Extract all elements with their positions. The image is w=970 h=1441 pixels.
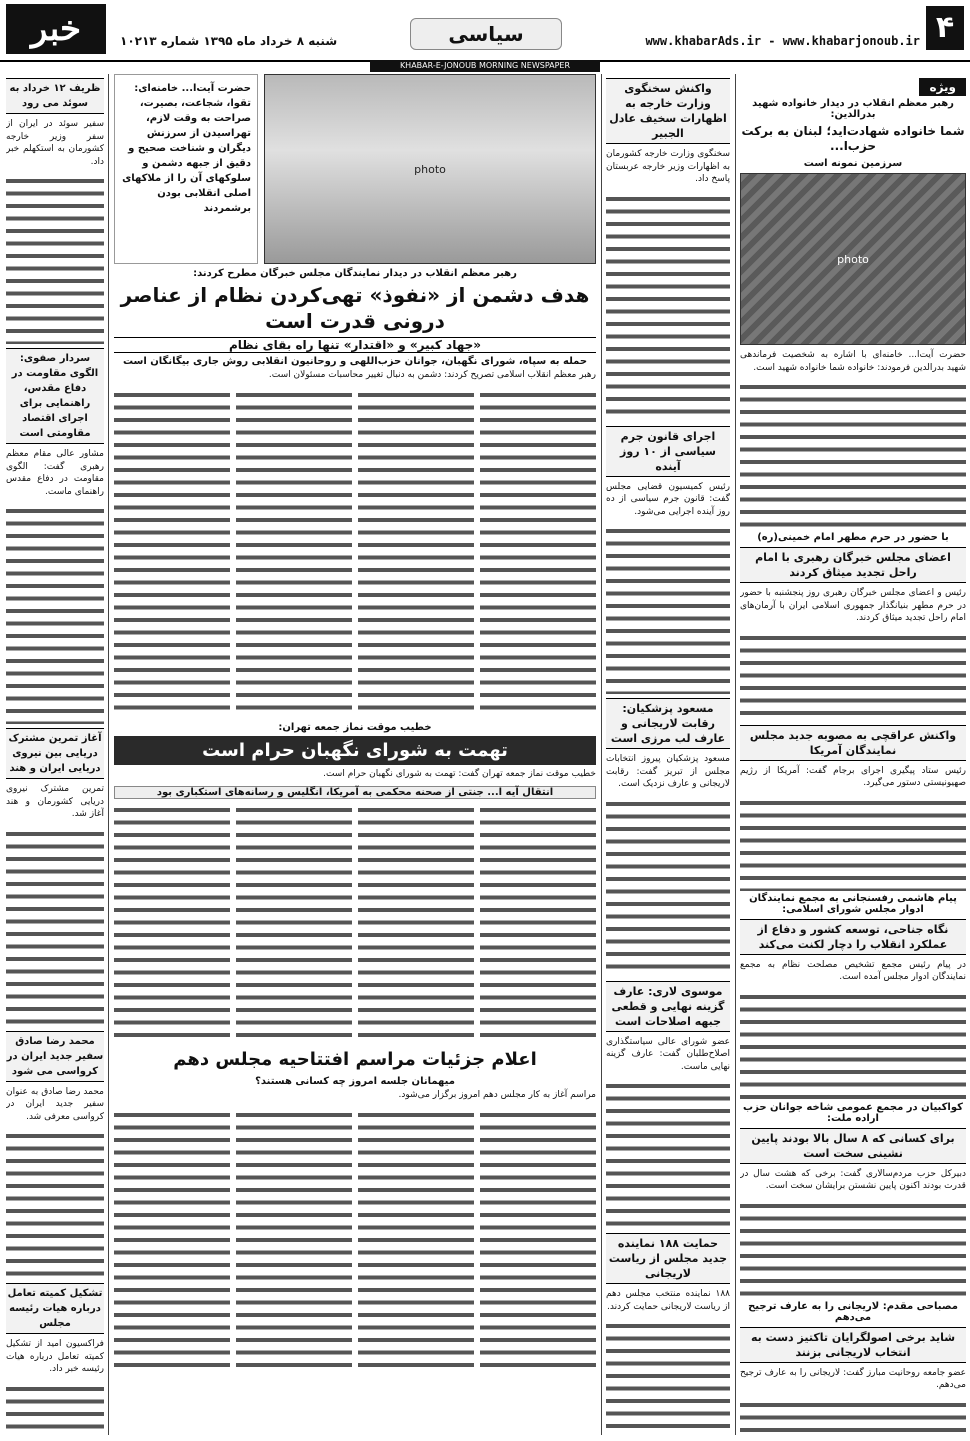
article-body: محمد رضا صادق به عنوان سفیر جدید ایران در کرواسی معرفی شد. (6, 1086, 104, 1122)
column-main (114, 74, 596, 1435)
logo: خبر (6, 4, 106, 54)
column-divider (601, 74, 602, 1435)
article-body: مشاور عالی مقام معظم رهبری گفت: الگوی مقاومت در دفاع مقدس راهنمای ماست. (6, 449, 104, 497)
body-lines (236, 388, 352, 718)
article-kicker: رهبر معظم انقلاب در دیدار خانواده شهید بدرالدین: (752, 98, 954, 120)
article-kicker: پیام هاشمی رفسنجانی به مجمع نمایندگان ادوار مجلس شورای اسلامی: (749, 892, 957, 915)
body-lines (6, 827, 104, 1027)
article-headline[interactable]: ظریف ۱۲ خرداد به سوئد می رود (6, 78, 104, 114)
photo-caption: حضرت آیت‌ا... خامنه‌ای: تقوا، شجاعت، بصیرت، صراحت به وقت لازم، تهراسیدن از سرزنش دیگران و شناخت صحیح و دقیق از جبهه دشمن و سلوکهای آن را از ملاکهای اصلی انقلابی بودن برشمردند (114, 74, 258, 264)
article-body: رئیس کمیسیون قضایی مجلس گفت: قانون جرم سیاسی از ده روز آینده اجرایی می‌شود. (606, 481, 730, 517)
body-lines (6, 174, 104, 344)
lead-subhead-2: حمله به سپاه، شورای نگهبان، جوانان حزب‌اللهی و روحانیون انقلابی روش جاری بیگانگان است (122, 356, 588, 367)
page-number: ۴ (926, 6, 964, 50)
lead-subhead: «جهاد کبیر» و «اقتدار» تنها راه بقای نظام (114, 337, 596, 353)
column-news (606, 74, 730, 1435)
english-band: KHABAR-E-JONOUB MORNING NEWSPAPER (370, 60, 600, 72)
body-lines (606, 1319, 730, 1435)
assembly-photo (264, 74, 596, 264)
photo-label: photo (837, 252, 869, 266)
article-body: مسعود پزشکیان پیروز انتخابات مجلس از تبریز گفت: رقابت لاریجانی و عارف نزدیک است. (606, 754, 730, 789)
body-lines (114, 803, 230, 1043)
article-body: سخنگوی وزارت خارجه کشورمان به اظهارات وزیر خارجه عربستان پاسخ داد. (606, 149, 730, 184)
lead-headline[interactable]: هدف دشمن از «نفوذ» تهی‌کردن نظام از عناصر درونی قدرت است (120, 283, 590, 333)
article-body: رئیس و اعضای مجلس خبرگان رهبری روز پنجشنبه با حضور در حرم مطهر بنیانگذار جمهوری اسلامی ایران با آرمان‌های امام راحل تجدید میثاق کردند. (740, 588, 966, 623)
article-body: دبیرکل حزب مردم‌سالاری گفت: برخی که هشت سال در قدرت بودند اکنون پایین نشستن برایشان سخت است. (740, 1168, 966, 1191)
body-lines (480, 803, 596, 1043)
column-briefs (6, 74, 104, 1435)
article-headline[interactable]: محمد رضا صادق سفیر جدید ایران در کرواسی می شود (6, 1031, 104, 1082)
body-lines (480, 1108, 596, 1368)
article-headline[interactable]: تهمت به شورای نگهبان حرام است (114, 736, 596, 765)
article-headline[interactable]: برای کسانی که ۸ سال بالا بودند پایین نشینی سخت است (740, 1128, 966, 1164)
article-body: خطیب موقت نماز جمعه تهران گفت: تهمت به شورای نگهبان حرام است. (323, 768, 596, 779)
body-lines (740, 796, 966, 891)
body-lines (114, 388, 230, 718)
body-lines (606, 797, 730, 977)
body-lines (236, 803, 352, 1043)
article-kicker: رهبر معظم انقلاب در دیدار نمایندگان مجلس خبرگان مطرح کردند: (193, 268, 517, 279)
site-urls[interactable]: www.khabarAds.ir - www.khabarjonoub.ir (645, 34, 920, 48)
body-lines (606, 524, 730, 694)
section-title: سیاسی (410, 18, 562, 50)
column-divider (108, 74, 109, 1435)
issue-date: شنبه ۸ خرداد ماه ۱۳۹۵ شماره ۱۰۲۱۳ (120, 34, 338, 48)
article-body: رهبر معظم انقلاب اسلامی تصریح کردند: دشمن به دنبال تغییر محاسبات مسئولان است. (268, 370, 596, 380)
inset-box: انتقال آیه ا... جنتی از صحنه محکمی به آمریکا، انگلیس و رسانه‌های استکباری بود (114, 786, 596, 799)
column-divider (735, 74, 736, 1435)
body-lines (358, 803, 474, 1043)
article-headline[interactable]: مسعود پزشکیان: رقابت لاریجانی و عارف لب مرزی است (606, 698, 730, 749)
article-headline[interactable]: تشکیل کمیته تعامل درباره هیات رئیسه مجلس (6, 1283, 104, 1334)
article-kicker: کواکبیان در مجمع عمومی شاخه جوانان حزب اراده ملت: (743, 1101, 963, 1124)
column-vijeh (740, 74, 966, 1435)
article-body: فراکسیون امید از تشکیل کمیته تعامل درباره هیات رئیسه خبر داد. (6, 1339, 104, 1374)
body-lines (114, 1108, 230, 1368)
body-lines (606, 192, 730, 422)
body-lines (740, 1398, 966, 1436)
article-headline[interactable]: سردار صفوی: الگوی مقاومت در دفاع مقدس، راهنمایی برای اجرای اقتصاد مقاومتی است (6, 348, 104, 444)
article-headline[interactable]: واکنش سخنگوی وزارت خارجه به اظهارات سخیف عادل الجبیر (606, 78, 730, 144)
body-lines (358, 1108, 474, 1368)
leader-family-photo (740, 173, 966, 345)
article-headline[interactable]: آغاز تمرین مشترک دریایی بین نیروی دریایی ایران و هند (6, 728, 104, 779)
vijeh-badge: ویژه (919, 78, 966, 96)
article-subhead: میهمانان جلسه امروز چه کسانی هستند؟ (255, 1076, 455, 1087)
article-body: حضرت آیت‌ا... خامنه‌ای با اشاره به شخصیت فرماندهی شهید بدرالدین فرمودند: خانواده شما خانواده شهید است. (740, 350, 966, 373)
body-lines (6, 1382, 104, 1436)
body-lines (740, 631, 966, 721)
article-headline[interactable]: موسوی لاری: عارف گزینه نهایی و قطعی جبهه اصلاحات است (606, 981, 730, 1032)
article-body: سفیر سوئد در ایران از سفر وزیر خارجه کشورمان به استکهلم خبر داد. (6, 119, 104, 167)
article-kicker: خطیب موقت نماز جمعه تهران: (278, 721, 432, 733)
photo-label: photo (414, 162, 446, 176)
article-body: رئیس ستاد پیگیری اجرای برجام گفت: آمریکا از رژیم صهیونیستی دستور می‌گیرد. (740, 765, 966, 788)
body-lines (6, 504, 104, 724)
article-headline[interactable]: واکنش عراقچی به مصوبه جدید مجلس نمایندگان آمریکا (740, 725, 966, 761)
masthead (0, 0, 970, 62)
article-headline[interactable]: اجرای قانون جرم سیاسی از ۱۰ روز آینده (606, 426, 730, 477)
article-subhead: سرزمین نمونه است (803, 158, 903, 169)
article-headline[interactable]: اعضای مجلس خبرگان رهبری با امام راحل تجدید میثاق کردند (740, 547, 966, 583)
article-body: تمرین مشترک نیروی دریایی کشورمان و هند آغاز شد. (6, 784, 104, 819)
article-headline[interactable]: حمایت ۱۸۸ نماینده جدید مجلس از ریاست لاریجانی (606, 1233, 730, 1284)
article-headline[interactable]: شاید برخی اصولگرایان تاکتیز دست به انتخاب لاریجانی بزنند (740, 1327, 966, 1363)
body-lines (6, 1129, 104, 1279)
article-headline[interactable]: نگاه جناحی، توسعه کشور و دفاع از عملکرد انقلاب را دچار لکنت می‌کند (740, 919, 966, 955)
article-headline[interactable]: اعلام جزئیات مراسم افتتاحیه مجلس دهم (173, 1049, 537, 1070)
body-lines (236, 1108, 352, 1368)
article-kicker: مصباحی مقدم: لاریجانی را به عارف ترجیح می‌دهم (748, 1300, 958, 1323)
article-body: مراسم آغاز به کار مجلس دهم امروز برگزار می‌شود. (398, 1090, 596, 1100)
body-lines (606, 1079, 730, 1229)
body-lines (740, 1199, 966, 1299)
body-lines (740, 380, 966, 530)
body-lines (740, 990, 966, 1100)
body-lines (358, 388, 474, 718)
body-lines (480, 388, 596, 718)
article-kicker: با حضور در حرم مطهر امام خمینی(ره) (757, 532, 949, 543)
article-body: عضو جامعه روحانیت مبارز گفت: لاریجانی را به عارف ترجیح می‌دهم. (740, 1367, 966, 1390)
article-body: عضو شورای عالی سیاستگذاری اصلاح‌طلبان گفت: عارف گزینه نهایی ماست. (606, 1036, 730, 1072)
article-body: در پیام رئیس مجمع تشخیص مصلحت نظام به مجمع نمایندگان ادوار مجلس آمده است. (740, 959, 966, 982)
article-headline[interactable]: شما خانواده شهادت‌اید؛ لبنان به برکت حزب‌ا... (741, 124, 965, 153)
article-body: ۱۸۸ نماینده منتخب مجلس دهم از ریاست لاریجانی حمایت کردند. (606, 1289, 730, 1312)
